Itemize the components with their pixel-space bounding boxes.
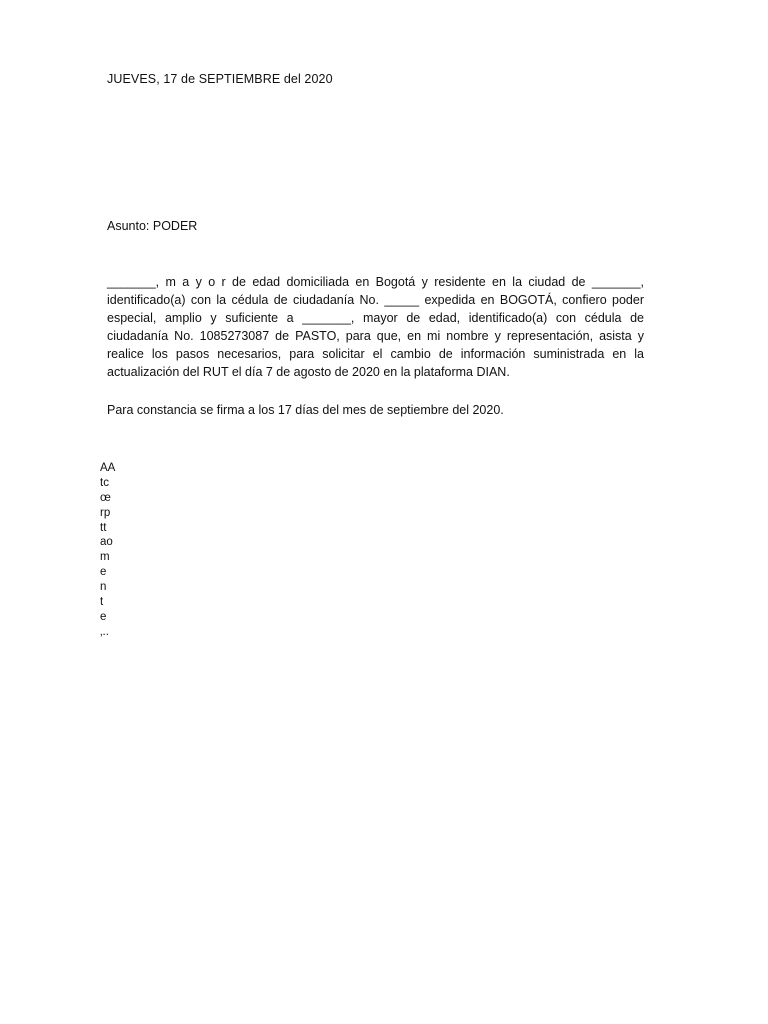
- date-line: JUEVES, 17 de SEPTIEMBRE del 2020: [107, 72, 333, 86]
- vertical-text-line: m: [100, 551, 110, 564]
- vertical-text-line: rp: [100, 506, 111, 519]
- vertical-text-line: ‚..: [100, 625, 109, 638]
- vertical-text-line: tc: [100, 476, 109, 489]
- vertical-signature-text: [100, 461, 120, 640]
- vertical-text-line: n: [100, 581, 107, 594]
- vertical-text-line: tt: [100, 521, 107, 534]
- vertical-text-line: œ: [100, 491, 111, 504]
- subject-line: Asunto: PODER: [107, 219, 198, 233]
- vertical-text-line: e: [100, 610, 107, 623]
- closing-line: Para constancia se firma a los 17 días del mes de septiembre del 2020.: [107, 403, 504, 417]
- vertical-text-line: t: [100, 596, 104, 609]
- vertical-text-line: AA: [100, 462, 116, 474]
- vertical-text-line: ao: [100, 536, 113, 549]
- vertical-text-line: e: [100, 566, 107, 579]
- body-paragraph: _______, m a y o r de edad domiciliada en Bogotá y residente en la ciudad de _______, identificado(a) con la cédula de ciudadanía No. _____ expedida en BOGOTÁ, confiero poder especial, amplio y suficiente a _______, mayor de edad, identificado(a) con cédula de ciudadanía No. 1085273087 de PASTO, para que, en mi nombre y representación, asista y realice los pasos necesarios, para solicitar el cambio de información suministrada en la actualización del RUT el día 7 de agosto de 2020 en la plataforma DIAN.: [107, 275, 644, 379]
